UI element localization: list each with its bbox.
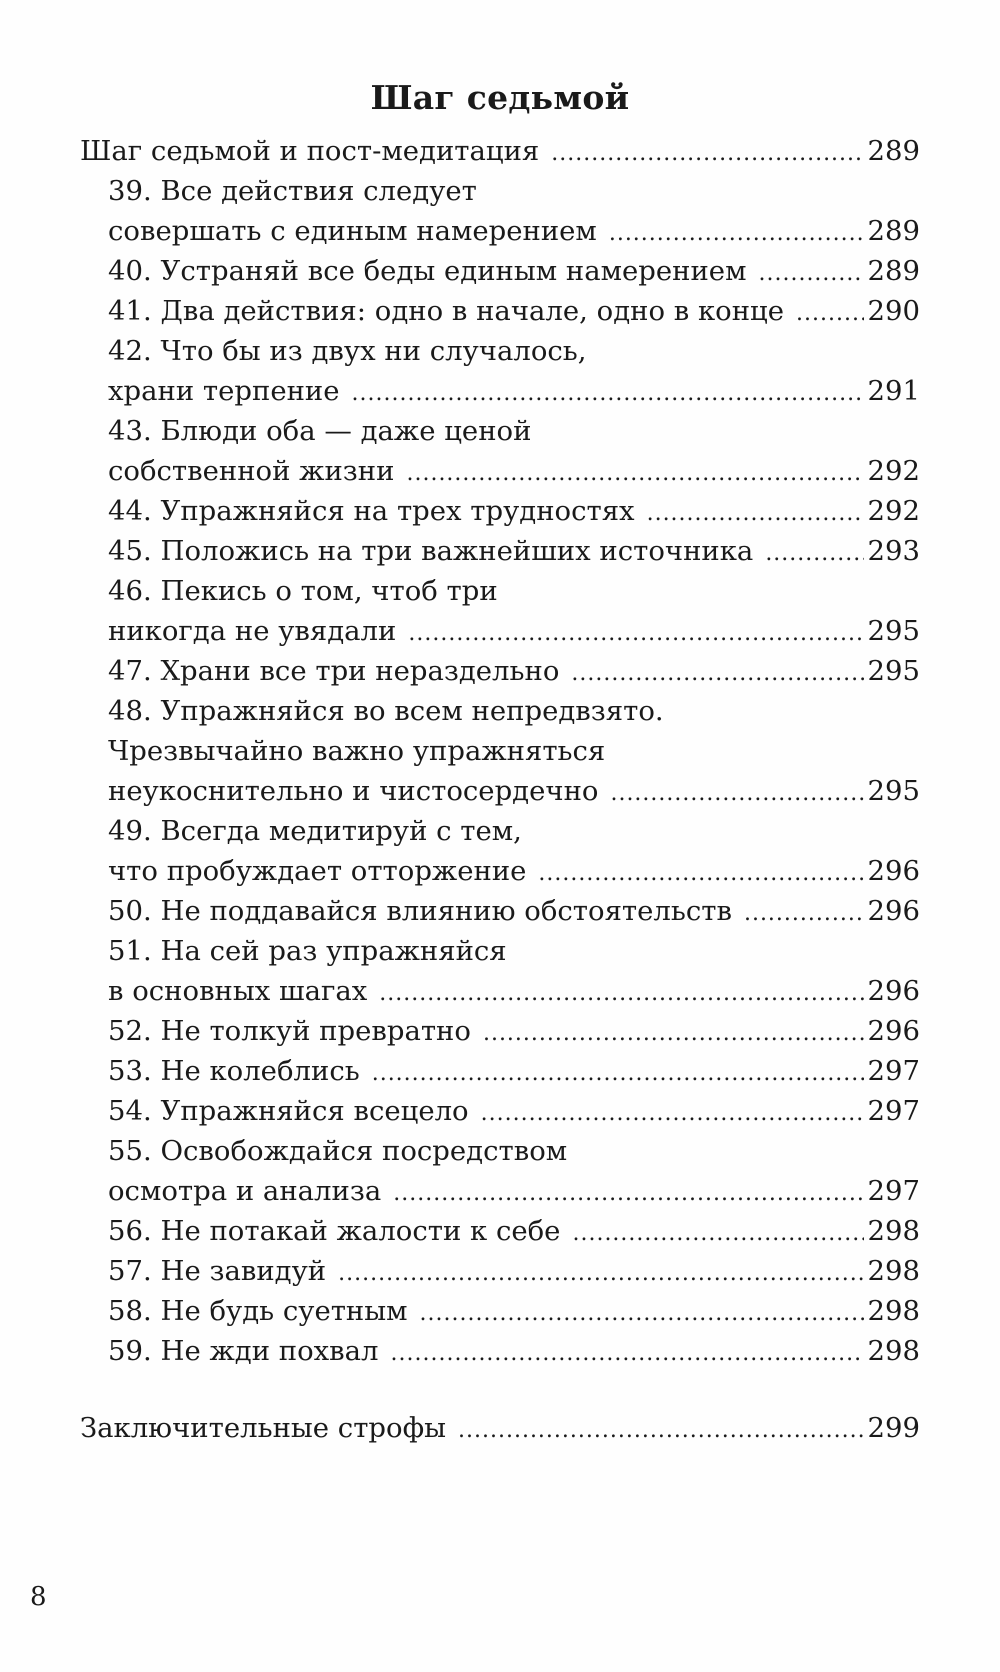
toc-entry	[108, 1090, 920, 1132]
toc-entry-title: 47. Храни все три нераздельно	[108, 655, 560, 687]
toc-entry	[108, 770, 920, 812]
dot-leader	[572, 1213, 863, 1255]
toc-entry-page: 295	[867, 655, 920, 687]
dot-leader	[391, 1333, 864, 1375]
toc-entry-title: 59. Не жди похвал	[108, 1335, 379, 1367]
dot-leader	[379, 973, 863, 1015]
toc-entry-page: 298	[867, 1215, 920, 1247]
dot-leader	[458, 1410, 864, 1452]
dot-leader	[571, 653, 863, 695]
toc-entry-title: 52. Не толкуй превратно	[108, 1015, 471, 1047]
toc-entry-page: 296	[867, 975, 920, 1007]
dot-leader	[609, 213, 864, 255]
dot-leader	[393, 1173, 863, 1215]
toc-entry-line: 46. Пекись о том, чтоб три	[108, 575, 498, 607]
toc-entry-title: 41. Два действия: одно в начале, одно в конце	[108, 295, 785, 327]
toc-entry	[108, 450, 920, 492]
page-number: 8	[30, 1582, 47, 1612]
dot-leader	[406, 453, 863, 495]
dot-leader	[483, 1013, 864, 1055]
toc-entry-line: 39. Все действия следует	[108, 175, 477, 207]
toc-entry-title: совершать с единым намерением	[108, 215, 597, 247]
dot-leader	[420, 1293, 864, 1335]
toc-entry-page: 296	[867, 1015, 920, 1047]
toc-entry-page: 297	[867, 1175, 920, 1207]
toc-entry-title: 44. Упражняйся на трех трудностях	[108, 495, 635, 527]
toc-entry-line: 43. Блюди оба — даже ценой	[108, 415, 532, 447]
toc-entry-title: Шаг седьмой и пост-медитация	[80, 135, 540, 167]
toc-entry	[108, 1210, 920, 1252]
dot-leader	[408, 613, 863, 655]
toc-entry-page: 295	[867, 615, 920, 647]
toc-entry-page: 289	[867, 215, 920, 247]
toc-entry-page: 293	[867, 535, 920, 567]
dot-leader	[338, 1253, 863, 1295]
dot-leader	[551, 133, 863, 175]
toc-entry	[108, 490, 920, 532]
toc-entry-title: 54. Упражняйся всецело	[108, 1095, 469, 1127]
toc-entry-line: 42. Что бы из двух ни случалось,	[108, 335, 587, 367]
toc-entry	[108, 1010, 920, 1052]
toc-entry-line: 51. На сей раз упражняйся	[108, 935, 507, 967]
dot-leader	[538, 853, 863, 895]
toc-entry	[108, 530, 920, 572]
toc-entry-title: 57. Не завидуй	[108, 1255, 327, 1287]
toc-entry	[108, 1250, 920, 1292]
toc-entry-page: 292	[867, 495, 920, 527]
toc-entry-page: 292	[867, 455, 920, 487]
toc-entry-title: 40. Устраняй все беды единым намерением	[108, 255, 747, 287]
toc-entry-page: 298	[867, 1295, 920, 1327]
toc-entry	[80, 1407, 920, 1449]
toc-entry-page: 291	[867, 375, 920, 407]
toc-entry-page: 290	[867, 295, 920, 327]
toc-entry	[108, 890, 920, 932]
toc-entry-title: 50. Не поддавайся влиянию обстоятельств	[108, 895, 732, 927]
dot-leader	[796, 293, 863, 335]
toc-entry-page: 297	[867, 1095, 920, 1127]
toc-entry	[108, 1050, 920, 1092]
toc-entry	[80, 130, 920, 172]
toc-entry-title: 56. Не потакай жалости к себе	[108, 1215, 561, 1247]
toc-entry-line: 48. Упражняйся во всем непредвзято.	[108, 695, 664, 727]
dot-leader	[352, 373, 864, 415]
toc-entry-title: 53. Не колеблись	[108, 1055, 360, 1087]
toc-entry	[108, 210, 920, 252]
toc-entry-page: 298	[867, 1255, 920, 1287]
toc-entry-page: 297	[867, 1055, 920, 1087]
section-title: Шаг седьмой	[370, 78, 630, 117]
toc-entry-title: 58. Не будь суетным	[108, 1295, 408, 1327]
dot-leader	[758, 253, 863, 295]
toc-entry-title: что пробуждает отторжение	[108, 855, 527, 887]
dot-leader	[372, 1053, 864, 1095]
toc-entry-title: никогда не увядали	[108, 615, 397, 647]
dot-leader	[765, 533, 863, 575]
toc-entry-page: 289	[867, 135, 920, 167]
toc-entry	[108, 970, 920, 1012]
toc-entry-page: 298	[867, 1335, 920, 1367]
toc-entry-line: 49. Всегда медитируй с тем,	[108, 815, 522, 847]
toc-entry-line: 55. Освобождайся посредством	[108, 1135, 568, 1167]
toc-entry-title: осмотра и анализа	[108, 1175, 382, 1207]
toc-entry-title: в основных шагах	[108, 975, 368, 1007]
toc-entry-title: собственной жизни	[108, 455, 395, 487]
toc-entry	[108, 1290, 920, 1332]
toc-entry	[108, 1330, 920, 1372]
toc-entry	[108, 650, 920, 692]
toc-entry-page: 295	[867, 775, 920, 807]
toc-entry-title: Заключительные строфы	[80, 1412, 446, 1444]
toc-entry-title: неукоснительно и чистосердечно	[108, 775, 599, 807]
dot-leader	[610, 773, 863, 815]
dot-leader	[481, 1093, 864, 1135]
toc-entry-title: храни терпение	[108, 375, 340, 407]
toc-entry-page: 289	[867, 255, 920, 287]
toc-entry	[108, 850, 920, 892]
toc-entry-title: 45. Положись на три важнейших источника	[108, 535, 754, 567]
toc-entry	[108, 250, 920, 292]
dot-leader	[647, 493, 864, 535]
toc-entry-line: Чрезвычайно важно упражняться	[108, 735, 606, 767]
dot-leader	[744, 893, 864, 935]
toc-entry-page: 296	[867, 855, 920, 887]
toc-entry	[108, 370, 920, 412]
toc-entry-page: 299	[867, 1412, 920, 1444]
toc-entry	[108, 290, 920, 332]
toc-entry	[108, 610, 920, 652]
toc-entry-page: 296	[867, 895, 920, 927]
toc-entry	[108, 1170, 920, 1212]
